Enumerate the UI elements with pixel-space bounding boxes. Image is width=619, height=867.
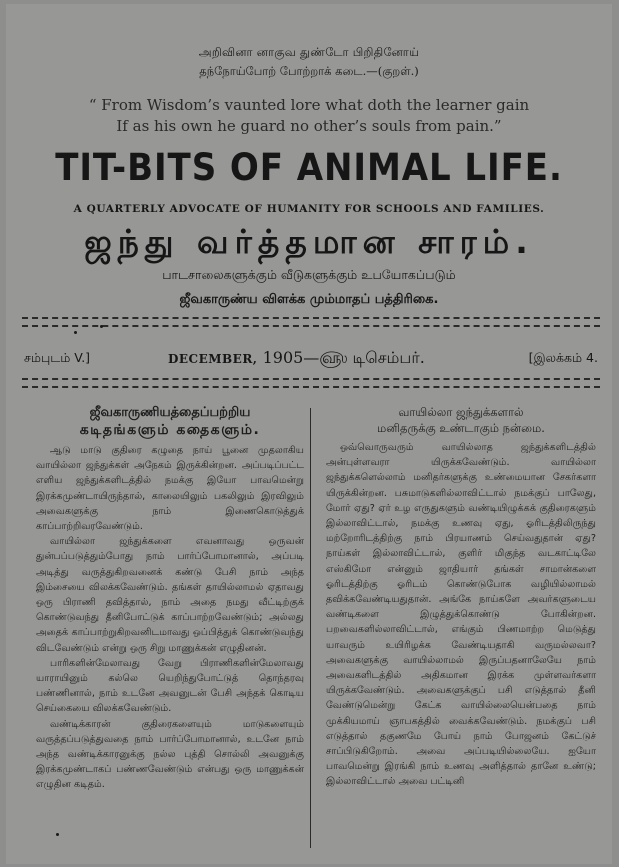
left-paragraph: வாயில்லா ஜந்துக்களை எவனாவது ஒருவன் துன்பப்படுத்தும்போது நாம் பார்ப்போமானால், அப்படி அடித்து வருத்துகிறவனைக் கண்டு பேசி நாம் அந்த இம்சையை விலக்கவேண்டும். தங்கள் தாயில்லாமல் ஏதாவது ஒரு பிராணி தவித்தால், நாம் அதை நமது வீட்டிற்குக் கொண்டுவந்து தீனிபோட்டுக் காப்பாற்றவேண்டும்; அல்லது அதைக் காப்பாற்றுகிறவனிடமாவது ஒப்பித்துக் கொண்டுவந்து விடவேண்டும் என்று ஒரு சிறு மாணுக்கன் எழுதினன். (36, 536, 304, 654)
issue-year: 1905—௵ டிசெம்பர். (262, 348, 425, 367)
tamil-tagline-2: ஜீவகாருண்ய விளக்க மும்மாதப் பத்திரிகை. (179, 292, 439, 307)
left-article-heading-1: ஜீவகாருணியத்தைப்பற்றிய (89, 405, 251, 420)
newspaper-page (6, 4, 612, 864)
issue-number: [இலக்கம் 4. (528, 350, 598, 365)
left-paragraph: பாரிகளின்மேலாவது வேறு பிராணிகளின்மேலாவது யாராயினும் கல்லெ யெறிந்துபோட்டுத் தொந்தரவு பண்ணினால், நாம் உடனே அவனுடன் பேசி அந்தக் கொடிய செய்கையை விலக்கவேண்டும். (36, 657, 304, 715)
kural-verse-line-2: தந்நோய்போற் போற்றாக் கடை.—(குறள்.) (199, 64, 419, 78)
issue-date (168, 348, 425, 369)
print-speck (74, 331, 77, 334)
right-article-heading-1: வாயில்லா ஜந்துக்களால் (398, 405, 524, 419)
issue-month: DECEMBER, (168, 352, 258, 366)
divider-top-2 (22, 325, 600, 327)
tamil-masthead-title: ஜந்து வர்த்தமான சாரம். (84, 222, 534, 261)
left-paragraph: ஆடு மாடு குதிரை கழுதை நாய் பூனை முதலாகிய வாயில்லா ஜந்துக்கள் அநேகம் இருக்கின்றன. அப்படிப்பட்ட எளிய ஜந்துக்களிடத்தில் நமக்கு இயோ பாவமென்று இரக்கமுண்டாயிருந்தால், காலையிலும் பகலிலும் இரவிலும் அவைகளுக்கு நாம் இணைகொடுத்துக் காப்பாற்றிவரவேண்டும். (36, 445, 304, 533)
volume-label: சம்புடம் V.] (24, 350, 91, 365)
masthead-title: TIT-BITS OF ANIMAL LIFE. (55, 146, 563, 189)
left-article-heading-2: கடிதங்களும் கதைகளும். (79, 422, 261, 438)
right-paragraph: ஒவ்வொருவரும் வாயில்லாத ஜந்துக்களிடத்தில் அன்புள்ளவரா யிருக்கவேண்டும். வாயில்லா ஜந்துக்களெல்லாம் மனிதர்களுக்கு உண்மையான சேகர்களா யிருக்கின்றன. பசுமாடுகளில்லாவிட்டால் நமக்குப் பாலேது, மோர் ஏது? ஏர் உழ எருதுகளும் வண்டியிழுக்கக் குதிரைகளும் இல்லாவிட்டால், நமக்கு உணவு ஏது, ஓரிடத்திலிருந்து மற்றோரிடத்திற்கு நாம் பிரயாணம் செய்வதுதான் ஏது? நாய்கள் இல்லாவிட்டால், குளிர் மிகுந்த வடகாட்டிலே எஸ்கிமோ என்னும் ஜாதியார் தங்கள் சாமான்களை ஓரிடத்திற்கு ஓரிடம் கொண்டுபோக வழியில்லாமல் தவிக்கவேண்டியதுதான். அங்கே நாய்களே அவர்களுடைய வண்டிகளை இழுத்துக்கொண்டு போகின்றன. பறவைகளில்லாவிட்டால், எங்கும் பிணமாற்ற மெடுத்து யாவரும் உயிரிழக்க வேண்டியதாகி வருமல்லவா? அவைகளுக்கு வாயில்லாமல் இருப்பதனாலேயே நாம் அவைகளிடத்தில் அதிகமான இரக்க முள்ளவர்களா யிருக்கவேண்டும். அவைகளுக்குப் பசி எடுத்தால் தீனி வேண்டுமென்று கேட்க வாயில்லையென்பதை நாம் முக்கியமாய் ஞாபகத்தில் வைக்கவேண்டும். நமக்குப் பசி எடுத்தால் தகுணமே போய் நாம் போஜனம் கேட்டுச் சாப்பிடுகிறோம். அவை அப்படியில்லையே. ஐயோ பாவமென்று இரங்கி நாம் உணவு அளித்தால் தானே உண்டு; இல்லாவிட்டால் அவை பட்டினி (326, 442, 596, 788)
divider-top (22, 317, 600, 319)
divider-bottom (22, 378, 600, 380)
left-paragraph: வண்டிக்காரன் குதிரைகளையும் மாடுகளையும் வருத்தப்படுத்துவதை நாம் பார்ப்போமானால், உடனே நாம் அந்த வண்டிக்காரனுக்கு நல்ல புத்தி சொல்லி அவனுக்கு இரக்கமுண்டாகப் பண்ணவேண்டும் என்பது ஒரு மாணுக்கன் எழுதின கடிதம். (36, 718, 304, 791)
print-speck (56, 833, 59, 836)
english-epigraph-line-1: “ From Wisdom’s vaunted lore what doth the learner gain (88, 96, 530, 114)
tamil-tagline-1: பாடசாலைகளுக்கும் வீடுகளுக்கும் உபயோகப்படும் (162, 267, 456, 282)
masthead-subtitle: A QUARTERLY ADVOCATE OF HUMANITY FOR SCHOOLS AND FAMILIES. (73, 203, 545, 215)
divider-bottom-2 (22, 386, 600, 388)
column-separator (310, 408, 311, 848)
left-article (36, 404, 304, 793)
kural-verse-line-1: அறிவினா னாகுவ துண்டோ பிறிதினோய் (198, 45, 420, 59)
english-epigraph-line-2: If as his own he guard no other’s souls from pain.” (116, 117, 502, 135)
issue-info-bar (22, 348, 600, 370)
right-article-heading-2: மனிதருக்கு உண்டாகும் நன்மை. (377, 421, 545, 435)
right-article (326, 404, 596, 790)
print-speck (100, 325, 103, 328)
